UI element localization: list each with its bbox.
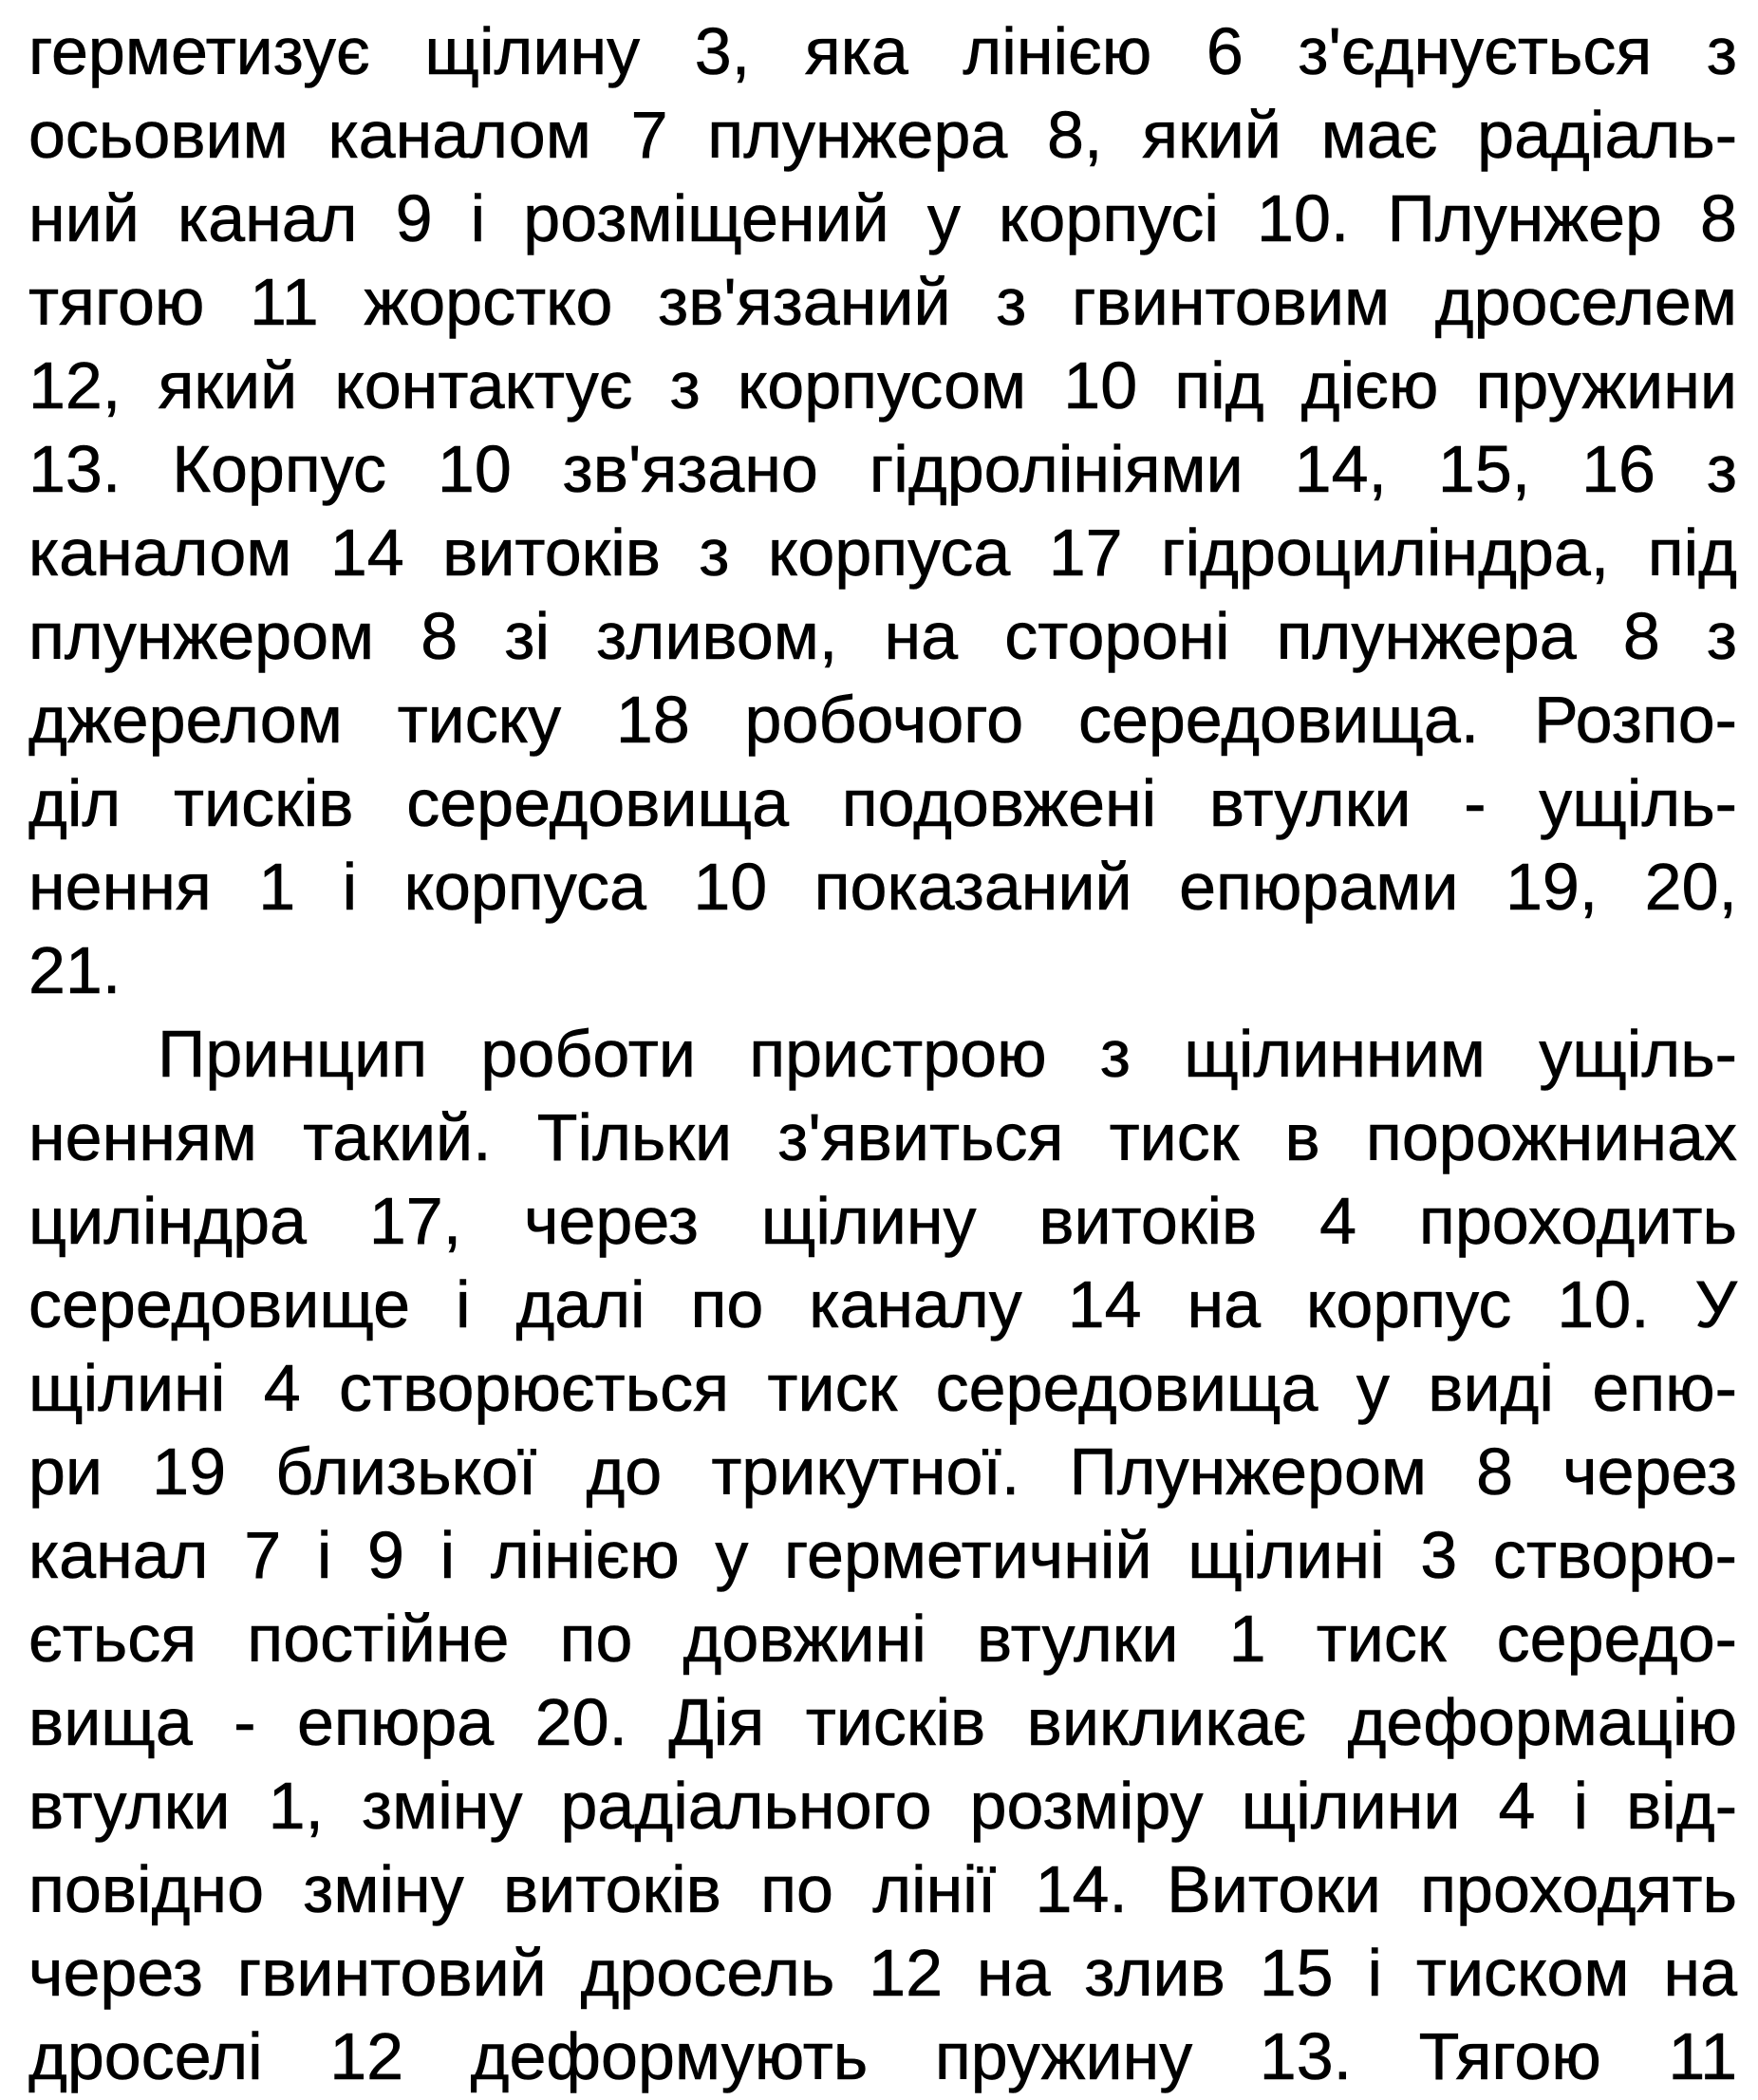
text-line: ри 19 близької до трикутної. Плунжером 8 через [28,1434,1737,1509]
text-line: 12, який контактує з корпусом 10 під дією пружини [28,348,1737,422]
text-line: вища - епюра 20. Дія тисків викликає деформацію [28,1685,1737,1759]
text-line: джерелом тиску 18 робочого середовища. Розпо- [28,683,1737,757]
document-page [28,0,1737,2093]
text-line: 13. Корпус 10 зв'язано гідролініями 14, 15, 16 з [28,432,1737,506]
text-line: втулки 1, зміну радіального розміру щілини 4 і від- [28,1769,1737,1843]
text-line: ненням такий. Тільки з'явиться тиск в порожнинах [28,1100,1737,1174]
text-line: канал 7 і 9 і лінією у герметичній щілині 3 створю- [28,1518,1737,1592]
text-line: осьовим каналом 7 плунжера 8, який має радіаль- [28,98,1737,172]
text-line: ний канал 9 і розміщений у корпусі 10. Плунжер 8 [28,181,1737,255]
text-line: плунжером 8 зі зливом, на стороні плунжера 8 з [28,599,1737,673]
text-line: ється постійне по довжині втулки 1 тиск середо- [28,1602,1737,1676]
text-line-paragraph-start: Принцип роботи пристрою з щілинним ущіль- [158,1017,1737,1091]
text-line: герметизує щілину 3, яка лінією 6 з'єднується з [28,14,1737,88]
text-line: щілині 4 створюється тиск середовища у виді епю- [28,1351,1737,1425]
text-line: через гвинтовий дросель 12 на злив 15 і тиском на [28,1936,1737,2010]
text-line: повідно зміну витоків по лінії 14. Витоки проходять [28,1852,1737,1926]
text-line: каналом 14 витоків з корпуса 17 гідроциліндра, під [28,516,1737,590]
text-line: циліндра 17, через щілину витоків 4 проходить [28,1184,1737,1258]
text-line: діл тисків середовища подовжені втулки - ущіль- [28,766,1737,840]
text-line: дроселі 12 деформують пружину 13. Тягою 11 [28,2019,1737,2093]
text-line-paragraph-end: 21. [28,933,122,1007]
text-line: тягою 11 жорстко зв'язаний з гвинтовим дроселем [28,265,1737,339]
text-line: нення 1 і корпуса 10 показаний епюрами 19, 20, [28,850,1737,924]
text-line: середовище і далі по каналу 14 на корпус 10. У [28,1267,1737,1341]
